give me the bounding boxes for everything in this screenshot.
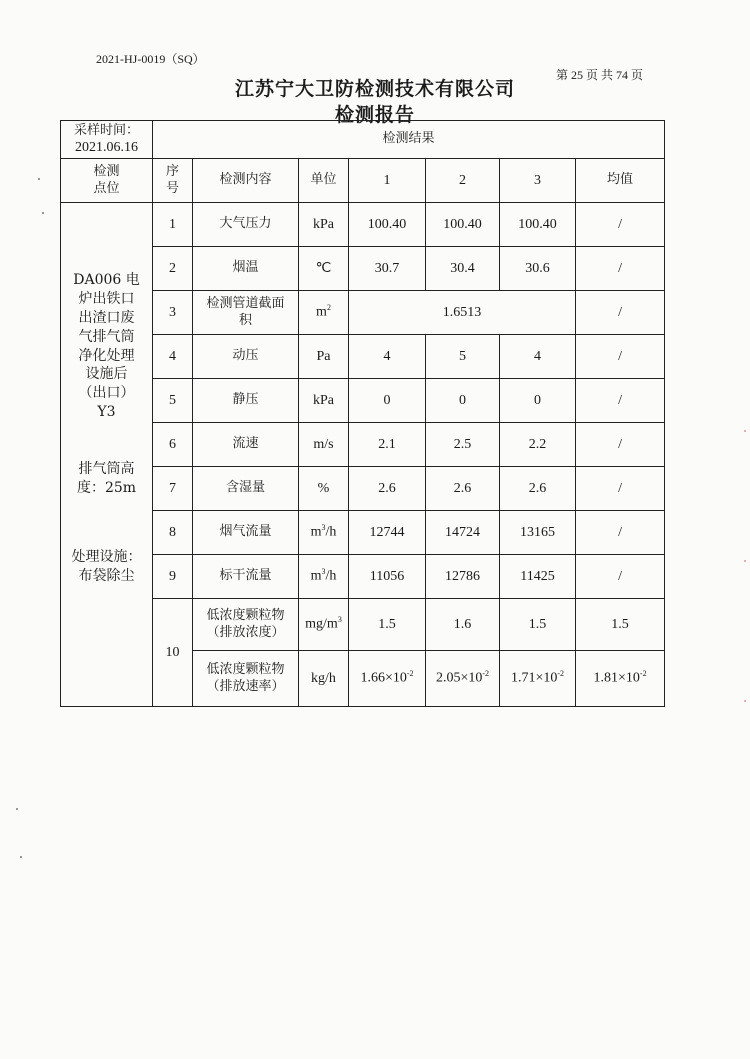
item-cell: 检测管道截面 积 [193, 291, 299, 335]
avg-cell: 1.5 [576, 599, 665, 651]
value-cell: 0 [426, 379, 500, 423]
item-cell: 大气压力 [193, 203, 299, 247]
col-avg: 均值 [576, 159, 665, 203]
item-cell: 低浓度颗粒物 （排放速率） [193, 651, 299, 707]
value-cell [500, 651, 576, 707]
value-cell: 2.6 [349, 467, 426, 511]
merged-value-cell: 1.6513 [349, 291, 576, 335]
unit-sup: 2 [326, 303, 331, 313]
unit-cell [299, 511, 349, 555]
seq-cell: 9 [153, 555, 193, 599]
seq-cell: 5 [153, 379, 193, 423]
col-r2: 2 [426, 159, 500, 203]
unit-base: m [310, 569, 322, 585]
avg-cell: / [576, 467, 665, 511]
col-item: 检测内容 [193, 159, 299, 203]
unit-sup: 3 [337, 615, 342, 625]
value-cell: 14724 [426, 511, 500, 555]
value-cell: 1.5 [349, 599, 426, 651]
value-base: 2.05×10 [435, 671, 483, 687]
stack-height: 排气筒高 度：25m [76, 461, 137, 497]
avg-cell: / [576, 555, 665, 599]
seq-cell: 10 [153, 599, 193, 707]
col-r1: 1 [349, 159, 426, 203]
scan-speck [38, 178, 40, 180]
unit-cell [299, 599, 349, 651]
scan-speck [16, 808, 18, 810]
seq-cell: 4 [153, 335, 193, 379]
avg-cell: / [576, 291, 665, 335]
unit-tail: /h [325, 569, 337, 585]
unit-cell: Pa [299, 335, 349, 379]
seq-cell: 1 [153, 203, 193, 247]
value-cell: 30.4 [426, 247, 500, 291]
unit-cell: ℃ [299, 247, 349, 291]
avg-cell: / [576, 247, 665, 291]
value-cell: 4 [500, 335, 576, 379]
value-cell: 2.2 [500, 423, 576, 467]
unit-sup: 3 [321, 567, 326, 577]
seq-cell: 6 [153, 423, 193, 467]
unit-sup: 3 [321, 523, 326, 533]
site-cell [61, 203, 153, 707]
seq-cell: 8 [153, 511, 193, 555]
value-cell: 0 [500, 379, 576, 423]
unit-cell: m/s [299, 423, 349, 467]
scan-speck [744, 700, 746, 702]
unit-cell: kPa [299, 379, 349, 423]
value-cell: 12786 [426, 555, 500, 599]
col-site: 检测 点位 [61, 159, 153, 203]
unit-cell: % [299, 467, 349, 511]
item-cell: 含湿量 [193, 467, 299, 511]
seq-cell: 2 [153, 247, 193, 291]
value-cell [426, 651, 500, 707]
value-cell: 2.5 [426, 423, 500, 467]
item-cell: 低浓度颗粒物 （排放浓度） [193, 599, 299, 651]
unit-base: m [316, 305, 327, 321]
item-cell: 烟温 [193, 247, 299, 291]
value-cell [349, 651, 426, 707]
value-cell: 2.6 [500, 467, 576, 511]
seq-cell: 7 [153, 467, 193, 511]
results-table [60, 120, 665, 707]
col-seq: 序 号 [153, 159, 193, 203]
col-r3: 3 [500, 159, 576, 203]
value-cell: 4 [349, 335, 426, 379]
report-title: 检测报告 [334, 104, 415, 126]
column-header-row [61, 159, 665, 203]
unit-cell: kg/h [299, 651, 349, 707]
facility: 处理设施： 布袋除尘 [71, 548, 142, 584]
avg-cell [576, 651, 665, 707]
item-cell: 静压 [193, 379, 299, 423]
value-exp: -2 [406, 669, 414, 679]
value-cell: 1.6 [426, 599, 500, 651]
avg-cell: / [576, 203, 665, 247]
avg-cell: / [576, 335, 665, 379]
scan-speck [744, 560, 746, 562]
unit-base: mg/m [305, 617, 338, 633]
item-cell: 流速 [193, 423, 299, 467]
results-header: 检测结果 [153, 121, 665, 159]
sampling-time-cell [61, 121, 153, 159]
unit-cell [299, 555, 349, 599]
value-exp: -2 [639, 669, 647, 679]
unit-tail: /h [325, 525, 337, 541]
value-base: 1.81×10 [593, 671, 640, 687]
sampling-row [61, 121, 665, 159]
sampling-time-label: 采样时间： [73, 122, 139, 138]
value-exp: -2 [557, 669, 565, 679]
doc-code: 2021-HJ-0019（SQ） [96, 52, 205, 66]
value-cell: 0 [349, 379, 426, 423]
scan-speck [744, 430, 746, 432]
site-name: DA006 电 炉出铁口 出渣口废 气排气筒 净化处理 设施后 （出口） Y3 [73, 272, 140, 421]
seq-cell: 3 [153, 291, 193, 335]
value-base: 1.71×10 [510, 671, 558, 687]
value-cell: 5 [426, 335, 500, 379]
avg-cell: / [576, 423, 665, 467]
sampling-date: 2021.06.16 [75, 139, 138, 155]
value-cell: 100.40 [349, 203, 426, 247]
value-exp: -2 [482, 669, 490, 679]
unit-cell [299, 291, 349, 335]
page-number: 第 25 页 共 74 页 [556, 68, 644, 82]
value-cell: 2.6 [426, 467, 500, 511]
company-name: 江苏宁大卫防检测技术有限公司 [234, 78, 515, 100]
avg-cell: / [576, 511, 665, 555]
value-base: 1.66×10 [360, 671, 407, 687]
value-cell: 2.1 [349, 423, 426, 467]
value-cell: 1.5 [500, 599, 576, 651]
table-row [61, 203, 665, 247]
value-cell: 11425 [500, 555, 576, 599]
item-cell: 烟气流量 [193, 511, 299, 555]
value-cell: 12744 [349, 511, 426, 555]
value-cell: 30.7 [349, 247, 426, 291]
col-unit: 单位 [299, 159, 349, 203]
value-cell: 30.6 [500, 247, 576, 291]
scan-speck [20, 856, 22, 858]
unit-base: m [310, 525, 322, 541]
value-cell: 100.40 [500, 203, 576, 247]
value-cell: 11056 [349, 555, 426, 599]
item-cell: 动压 [193, 335, 299, 379]
unit-cell: kPa [299, 203, 349, 247]
avg-cell: / [576, 379, 665, 423]
item-cell: 标干流量 [193, 555, 299, 599]
value-cell: 100.40 [426, 203, 500, 247]
scan-speck [42, 212, 44, 214]
value-cell: 13165 [500, 511, 576, 555]
